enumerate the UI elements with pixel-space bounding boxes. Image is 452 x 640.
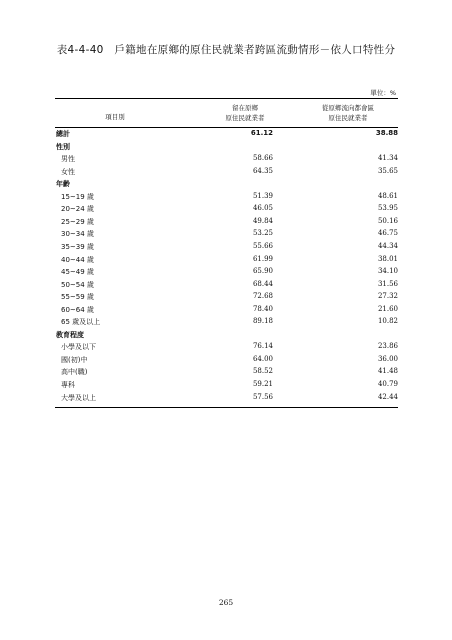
row-label: 專科 <box>61 381 75 389</box>
row-label: 國(初)中 <box>61 355 88 364</box>
row-label: 25~29 歲 <box>61 217 94 226</box>
value-stay: 51.39 <box>252 191 273 200</box>
table-row <box>55 204 398 217</box>
row-label: 15~19 歲 <box>61 192 94 201</box>
header-item: 項目別 <box>105 113 125 121</box>
value-stay: 68.44 <box>252 279 273 288</box>
value-stay: 58.66 <box>252 154 273 163</box>
table-row <box>55 292 398 305</box>
row-label: 35~39 歲 <box>61 242 94 251</box>
row-label: 50~54 歲 <box>61 280 94 289</box>
value-move: 21.60 <box>377 304 398 313</box>
table-row <box>55 154 398 167</box>
row-label: 性別 <box>56 142 70 151</box>
value-move: 38.01 <box>377 254 398 263</box>
table-row <box>55 380 398 393</box>
value-move: 34.10 <box>377 267 398 276</box>
header-col1 <box>195 103 295 123</box>
header-col2 <box>298 103 398 123</box>
value-move: 46.75 <box>377 229 398 238</box>
table-row <box>55 255 398 268</box>
table-row <box>55 317 398 330</box>
row-label: 45~49 歲 <box>61 268 94 277</box>
table-row <box>55 242 398 255</box>
table-row <box>55 129 398 142</box>
row-label: 大學及以上 <box>61 393 96 402</box>
table-row <box>55 167 398 180</box>
row-label: 男性 <box>61 155 75 164</box>
value-move: 41.34 <box>377 154 398 163</box>
table-row <box>55 217 398 230</box>
header-col1-line2: 原住民就業者 <box>225 114 265 122</box>
table-row <box>55 229 398 242</box>
table-row <box>55 367 398 380</box>
page-number: 265 <box>218 598 234 607</box>
table-row <box>55 393 398 406</box>
value-stay: 57.56 <box>252 392 273 401</box>
row-label: 小學及以下 <box>61 343 96 352</box>
table-top-rule <box>55 98 398 99</box>
value-stay: 59.21 <box>252 380 273 388</box>
header-col1-line1: 留在原鄉 <box>232 104 258 112</box>
value-move: 42.44 <box>377 392 398 401</box>
row-label: 65 歲及以上 <box>61 318 101 327</box>
row-label: 55~59 歲 <box>61 293 94 302</box>
value-stay: 76.14 <box>252 342 273 351</box>
table-bottom-rule <box>55 407 398 408</box>
value-move: 31.56 <box>377 279 398 288</box>
value-move: 50.16 <box>377 216 398 225</box>
section-row <box>55 330 398 343</box>
row-label: 高中(職) <box>61 368 88 377</box>
table-title: 表4-4-40 戶籍地在原鄉的原住民就業者跨區流動情形－依人口特性分 <box>56 44 396 56</box>
section-row <box>55 142 398 155</box>
row-label: 40~44 歲 <box>61 255 94 264</box>
value-move: 36.00 <box>377 354 398 363</box>
table-row <box>55 305 398 318</box>
value-move: 35.65 <box>377 166 398 175</box>
table-row <box>55 342 398 355</box>
value-move: 10.82 <box>377 317 398 326</box>
unit-label: 單位：% <box>370 89 396 97</box>
value-stay: 64.00 <box>252 354 273 363</box>
row-label: 總計 <box>56 130 70 138</box>
value-stay: 89.18 <box>252 317 273 326</box>
table-row <box>55 355 398 368</box>
table-row <box>55 280 398 293</box>
value-move: 27.32 <box>377 292 398 301</box>
value-move: 38.88 <box>375 129 398 137</box>
row-label: 30~34 歲 <box>61 230 94 239</box>
value-move: 53.95 <box>377 204 398 213</box>
value-stay: 61.99 <box>252 254 273 263</box>
header-bottom-rule <box>55 127 398 128</box>
table-row <box>55 192 398 205</box>
value-move: 44.34 <box>377 241 398 250</box>
row-label: 年齡 <box>56 180 70 189</box>
row-label: 教育程度 <box>56 330 84 339</box>
value-move: 41.48 <box>377 367 398 376</box>
value-stay: 65.90 <box>252 267 273 276</box>
value-move: 48.61 <box>377 191 398 200</box>
section-row <box>55 179 398 192</box>
row-label: 女性 <box>61 167 75 176</box>
value-stay: 61.12 <box>250 129 273 137</box>
value-stay: 49.84 <box>252 216 273 225</box>
header-col2-line1: 從原鄉流向都會區 <box>322 104 374 112</box>
value-stay: 55.66 <box>252 241 273 250</box>
value-stay: 46.05 <box>252 204 273 213</box>
header-col2-line2: 原住民就業者 <box>328 114 368 122</box>
value-stay: 72.68 <box>252 292 273 301</box>
value-stay: 64.35 <box>252 166 273 175</box>
value-stay: 53.25 <box>252 229 273 238</box>
value-move: 23.86 <box>377 342 398 351</box>
table-row <box>55 267 398 280</box>
value-stay: 78.40 <box>252 304 273 313</box>
value-move: 40.79 <box>377 380 398 388</box>
row-label: 60~64 歲 <box>61 305 94 314</box>
value-stay: 58.52 <box>252 367 273 376</box>
row-label: 20~24 歲 <box>61 205 94 214</box>
